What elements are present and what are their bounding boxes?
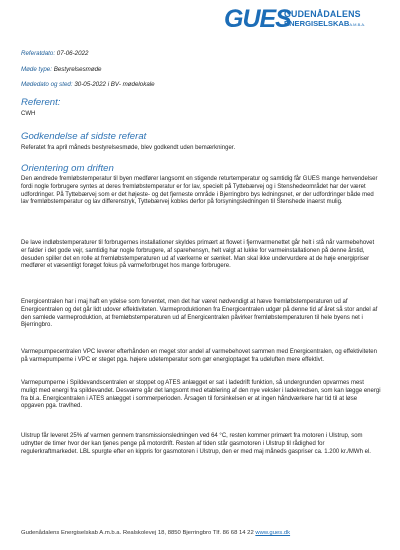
- logo-line2: [284, 19, 365, 28]
- referent-heading: Referent:: [21, 97, 61, 108]
- meta-date-label: Referatdato:: [21, 50, 56, 57]
- footer-website-link[interactable]: www.gues.dk: [255, 530, 291, 536]
- meta-type: [21, 66, 101, 74]
- approval-heading: Godkendelse af sidste referat: [21, 131, 147, 142]
- meta-place-value: 30-05-2022 i BV- mødelokale: [74, 81, 155, 88]
- footer-text: Gudenådalens Energiselskab A.m.b.a. Realskolevej 18, 8850 Bjerringbro Tlf. 86 68 14 22: [21, 530, 256, 536]
- logo-line2-suffix: A.M.B.A.: [349, 22, 366, 27]
- approval-text: Referatet fra april måneds bestyrelsesmøde, blev godkendt uden bemærkninger.: [21, 145, 236, 151]
- company-logo: [224, 5, 374, 33]
- paragraph: Varmepumperne i Spildevandscentralen er stoppet og ATES anlægget er sat i ladedrift funktion, så undergrunden opvarmes mest muligt med energi fra spildevandet. Desværre går det langsomt med etablering af den nye veksler i ladekredsen, som kan lægge energi fra bl.a. Energicentralen i ATES anlægget i sommerperioden. Årsagen til forsinkelsen er at ingen håndværkere har tid til at løse opgaven pga. travlhed.: [21, 380, 381, 410]
- paragraph: De lave indløbstemperaturer til forbrugernes installationer skyldes primært at flowet i fjernvarmenettet går helt i stå når varmebehovet er falder i det gode vejr, samtidig har nogle forbrugere, af sparehensyn, helt valgt at lukke for varmeinstallationen på denne årstid, desuden spiller det en rolle at fremløbstemperaturen ud af værkerne er sænket. Man skal ikke undervurdere at de høje energipriser medfører et væsentligt forøget fokus på varmeforbruget hos mange forbrugere.: [21, 240, 375, 270]
- paragraph: Den ændrede fremløbstemperatur til byen medfører langsomt en stigende returtemperatur og samtidig får GUES mange henvendelser fordi nogle forbrugere syntes at deres fremløbstemperatur er for lav, specielt på Tyttebærvej og i Stenshedeområdet har der været udfordringer. På Tyttebærvej som er det højeste- og det fjerneste område i Bjerringbro bys ledningsnet, er der udfordringer både med lav fremløbstemperatur og lav differenstryk, Tyttebærvej kobles derfor på forsyningsledningen til Stenshede inaerst mulig.: [21, 176, 378, 206]
- referent-value: CWH: [21, 111, 36, 117]
- paragraph: Energicentralen har i maj haft en ydelse som forventet, men det har været nødvendigt at hæve fremløbstemperaturen ud af Energicentralen og det går lidt udover effektiviteten. Varmeproduktionen fra Energicentralen udgør på denne tid af året så stor andel af den samlede varmeproduktion, at fremløbstemperaturen ud af Energicentralen påvirker fremløbstemperaturen til hele byens net i Bjerringbro.: [21, 299, 378, 329]
- logo-brand: GUES: [224, 5, 291, 33]
- logo-line1: GUDENÅDALENS: [284, 9, 361, 19]
- paragraph: Varmepumpecentralen VPC leverer efterhånden en meget stor andel af varmebehovet sammen med Energicentralen, og effektiviteten på varmepumperne i VPC er steget pga. højere udetemperatur som gør energioptaget fra udeluften mere effektivt.: [21, 349, 377, 363]
- logo-line2-main: ENERGISELSKAB: [284, 19, 350, 28]
- meta-type-label: Møde type:: [21, 66, 52, 73]
- meta-date: [21, 50, 88, 58]
- orientation-heading: Orientering om driften: [21, 163, 114, 174]
- meta-place: [21, 81, 155, 89]
- meta-place-label: Mødedato og sted:: [21, 81, 73, 88]
- footer: [21, 530, 290, 536]
- meta-type-value: Bestyrelsesmøde: [53, 66, 102, 73]
- meta-date-value: 07-06-2022: [56, 50, 89, 57]
- paragraph: Ulstrup får leveret 25% af varmen gennem transmissionsledningen ved 64 °C, resten kommer primært fra motoren i Ulstrup, som udnytter de timer hvor der kan tjenes penge på motordrift. Resten af tiden står gasmotoren i Ulstrup til rådighed for regulerkraftmarkedet. LBL spurgte efter en kippris for gasmotoren i Ulstrup, den er med maj måneds gaspriser ca. 1.200 kr./MWh el.: [21, 433, 371, 455]
